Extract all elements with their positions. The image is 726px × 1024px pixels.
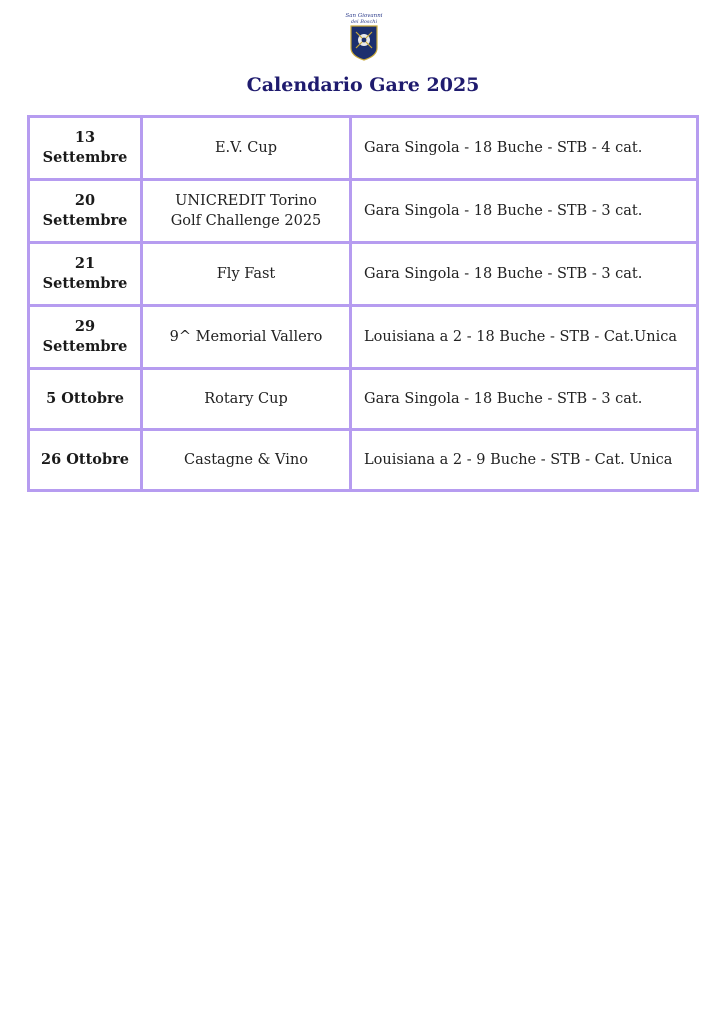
svg-text:dei Boschi: dei Boschi xyxy=(350,19,378,25)
event-format: Louisiana a 2 - 18 Buche - STB - Cat.Unica xyxy=(351,306,698,369)
event-name: 9^ Memorial Vallero xyxy=(142,306,351,369)
event-format: Louisiana a 2 - 9 Buche - STB - Cat. Unica xyxy=(351,430,698,491)
table-row xyxy=(29,243,698,306)
event-date: 20 Settembre xyxy=(29,180,142,243)
event-name: E.V. Cup xyxy=(142,117,351,180)
table-row xyxy=(29,180,698,243)
table-row xyxy=(29,369,698,430)
club-logo-icon xyxy=(341,10,387,62)
event-date: 21 Settembre xyxy=(29,243,142,306)
event-date: 29 Settembre xyxy=(29,306,142,369)
event-name: Castagne & Vino xyxy=(142,430,351,491)
event-date: 13 Settembre xyxy=(29,117,142,180)
event-format: Gara Singola - 18 Buche - STB - 3 cat. xyxy=(351,180,698,243)
event-name: Fly Fast xyxy=(142,243,351,306)
event-format: Gara Singola - 18 Buche - STB - 3 cat. xyxy=(351,369,698,430)
event-date: 5 Ottobre xyxy=(29,369,142,430)
svg-text:San Giovanni: San Giovanni xyxy=(345,13,383,19)
event-name: Rotary Cup xyxy=(142,369,351,430)
page-title: Calendario Gare 2025 xyxy=(246,74,480,96)
event-date: 26 Ottobre xyxy=(29,430,142,491)
event-format: Gara Singola - 18 Buche - STB - 4 cat. xyxy=(351,117,698,180)
table-row xyxy=(29,306,698,369)
table-row xyxy=(29,430,698,491)
events-table xyxy=(27,115,699,492)
event-name: UNICREDIT Torino Golf Challenge 2025 xyxy=(142,180,351,243)
event-format: Gara Singola - 18 Buche - STB - 3 cat. xyxy=(351,243,698,306)
table-row xyxy=(29,117,698,180)
